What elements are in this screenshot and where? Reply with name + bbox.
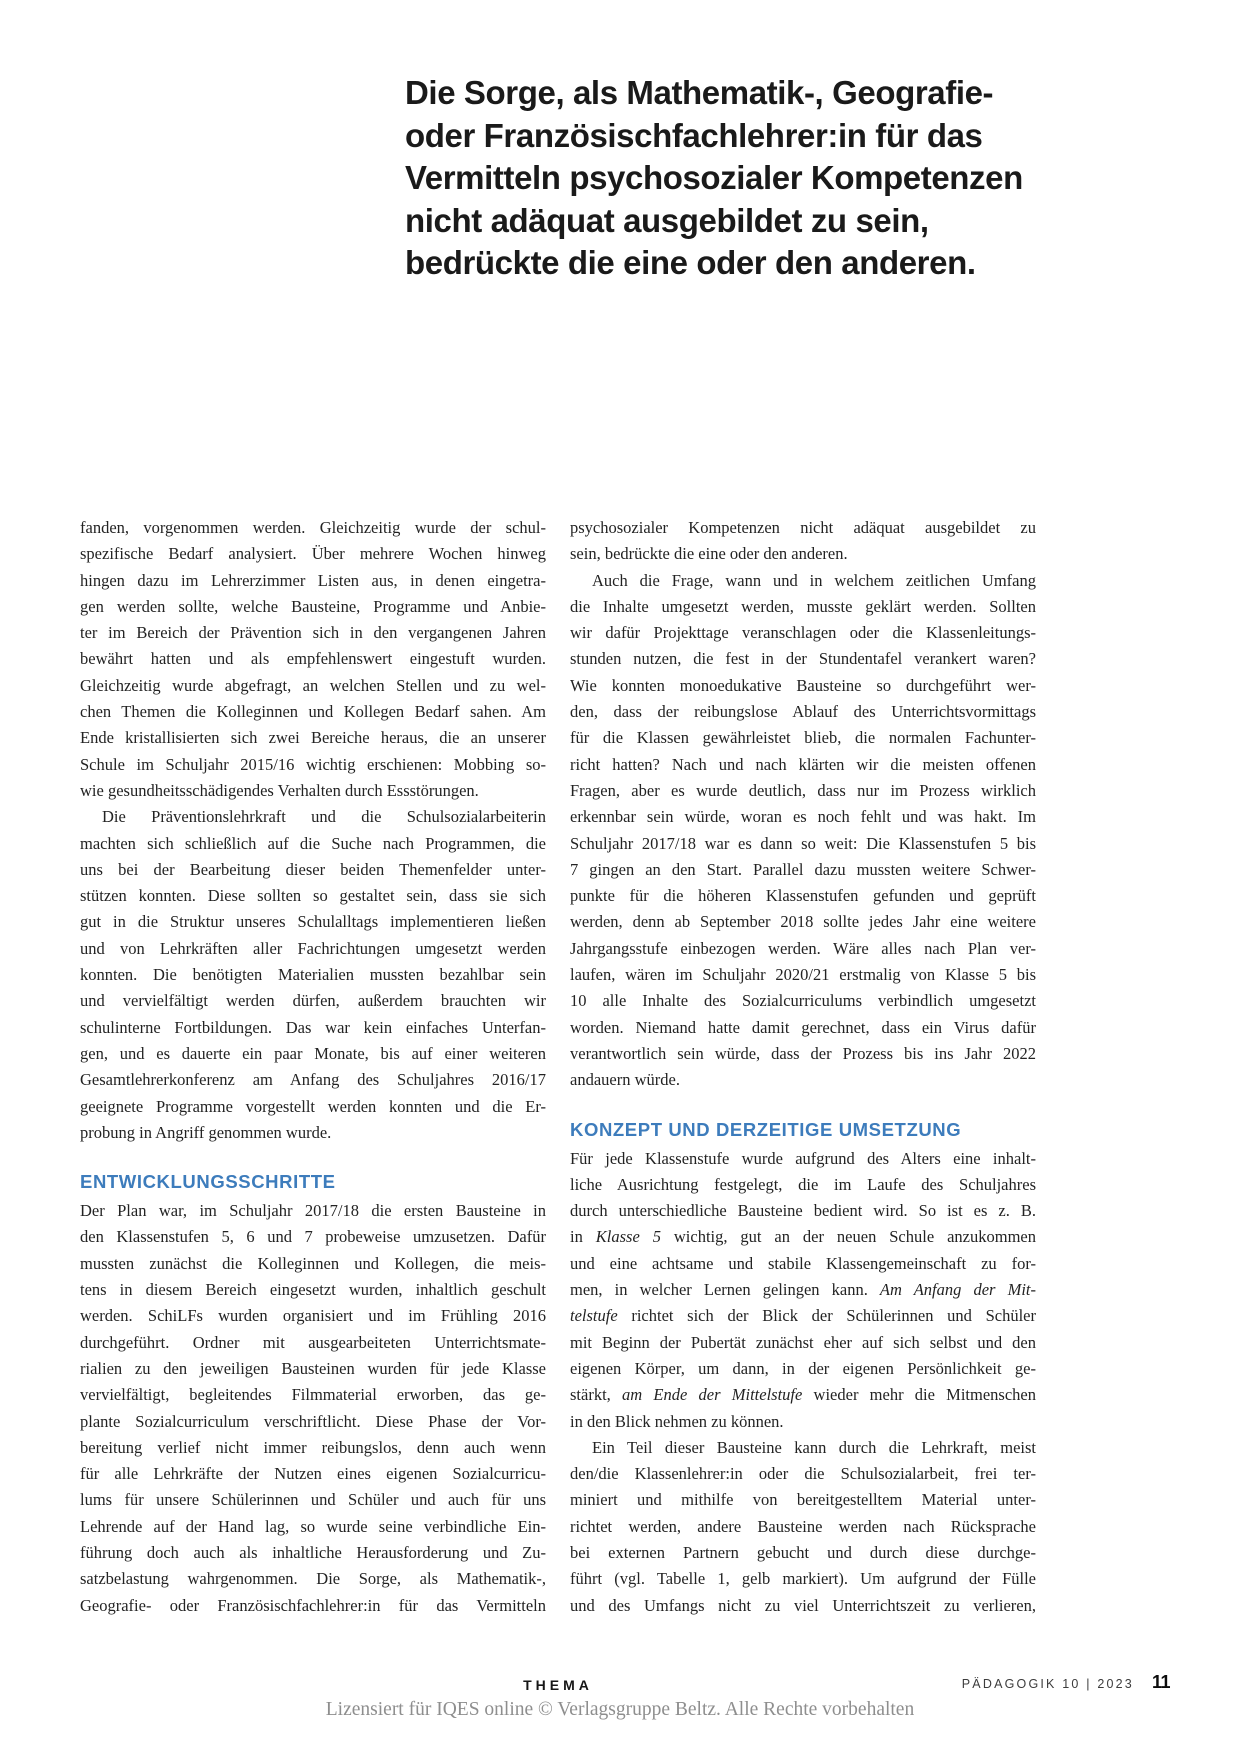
text-line: und des Umfangs nicht zu viel Unterrichtszeit zu verlieren,: [570, 1595, 1036, 1615]
text-line: telstufe richtet sich der Blick der Schülerinnen und Schüler: [570, 1306, 1036, 1326]
text-line: miniert und mithilfe von bereitgestelltem Material unter-: [570, 1490, 1036, 1510]
paragraph: [570, 1435, 1036, 1619]
paragraph: [80, 1198, 546, 1619]
text-line: stärkt, am Ende der Mittelstufe wieder mehr die Mitmenschen: [570, 1385, 1036, 1405]
text-line: Auch die Frage, wann und in welchem zeitlichen Umfang: [592, 570, 1036, 590]
text-line: wie gesundheitsschädigendes Verhalten durch Essstörungen.: [80, 780, 479, 800]
headline-line: oder Französischfachlehrer:in für das: [405, 116, 983, 154]
text-line: rialien zu den jeweiligen Bausteinen wurden für jede Klasse: [80, 1358, 546, 1378]
text-line: die Inhalte umgesetzt werden, musste geklärt werden. Sollten: [570, 596, 1036, 616]
text-line: men, in welcher Lernen gelingen kann. Am Anfang der Mit-: [570, 1280, 1036, 1300]
text-line: und vervielfältigt werden dürfen, außerdem brauchten wir: [80, 991, 546, 1011]
text-line: andauern würde.: [570, 1070, 680, 1090]
text-line: Der Plan war, im Schuljahr 2017/18 die ersten Bausteine in: [80, 1201, 546, 1221]
paragraph: [570, 515, 1036, 568]
text-line: bei externen Partnern gebucht und durch diese durchge-: [570, 1542, 1036, 1562]
text-line: Gesamtlehrerkonferenz am Anfang des Schuljahres 2016/17: [80, 1070, 546, 1090]
text-line: in den Blick nehmen zu können.: [570, 1411, 784, 1431]
text-line: für alle Lehrkräfte der Nutzen eines eigenen Sozialcurricu-: [80, 1464, 546, 1484]
text-line: Jahrgangsstufe einbezogen werden. Wäre alles nach Plan ver-: [570, 938, 1036, 958]
text-line: für die Klassen gewährleistet blieb, die normalen Fachunter-: [570, 728, 1036, 748]
text-line: Schule im Schuljahr 2015/16 wichtig erschienen: Mobbing so-: [80, 754, 546, 774]
article-body: [80, 515, 1036, 1619]
text-line: gen werden sollte, welche Bausteine, Programme und Anbie-: [80, 596, 546, 616]
text-line: machten sich schließlich auf die Suche nach Programmen, die: [80, 833, 546, 853]
footer-journal-info: [962, 1672, 1170, 1693]
text-line: sein, bedrückte die eine oder den anderen.: [570, 544, 848, 564]
text-line: den, dass der reibungslose Ablauf des Unterrichtsvormittags: [570, 702, 1036, 722]
text-line: bewährt hatten und als empfehlenswert eingestuft wurden.: [80, 649, 546, 669]
section-heading: ENTWICKLUNGSSCHRITTE: [80, 1171, 336, 1193]
text-line: hingen dazu im Lehrerzimmer Listen aus, in denen eingetra-: [80, 570, 546, 590]
text-line: Lehrende auf der Hand lag, so wurde seine verbindliche Ein-: [80, 1516, 546, 1536]
paragraph: [570, 1146, 1036, 1435]
text-line: Die Präventionslehrkraft und die Schulsozialarbeiterin: [102, 807, 546, 827]
text-line: probung in Angriff genommen wurde.: [80, 1122, 332, 1142]
headline-line: nicht adäquat ausgebildet zu sein,: [405, 201, 929, 239]
text-line: 7 gingen an den Start. Parallel dazu mussten weitere Schwer-: [570, 859, 1036, 879]
text-line: fanden, vorgenommen werden. Gleichzeitig wurde der schul-: [80, 518, 546, 537]
text-line: den/die Klassenlehrer:in oder die Schulsozialarbeit, frei ter-: [570, 1464, 1036, 1484]
paragraph: [80, 804, 546, 1146]
text-line: plante Sozialcurriculum verschriftlicht. Diese Phase der Vor-: [80, 1411, 546, 1431]
body-left-column: [80, 515, 546, 1619]
text-line: uns bei der Bearbeitung dieser beiden Themenfelder unter-: [80, 859, 546, 879]
text-line: vervielfältigt, begleitendes Filmmaterial erworben, das ge-: [80, 1385, 546, 1405]
text-line: lums für unsere Schülerinnen und Schüler und auch für uns: [80, 1490, 546, 1510]
text-line: und von Lehrkräften aller Fachrichtungen umgesetzt werden: [80, 938, 546, 958]
text-line: erkennbar sein würde, woran es noch fehlt und was hakt. Im: [570, 807, 1036, 827]
text-line: Fragen, aber es wurde deutlich, dass nur im Prozess wirklich: [570, 780, 1036, 800]
text-line: eigenen Körper, um dann, in der eigenen Persönlichkeit ge-: [570, 1358, 1036, 1378]
headline-line: Vermitteln psychosozialer Kompetenzen: [405, 159, 1023, 196]
page-number: 11: [1151, 1672, 1170, 1692]
text-line: wir dafür Projekttage veranschlagen oder die Klassenleitungs-: [570, 623, 1036, 643]
paragraph: [80, 515, 546, 804]
text-line: werden, denn ab September 2018 sollte jedes Jahr eine weitere: [570, 912, 1036, 932]
text-line: Ende kristallisierten sich zwei Bereiche heraus, die an unserer: [80, 728, 546, 748]
text-line: den Klassenstufen 5, 6 und 7 probeweise umzusetzen. Dafür: [80, 1227, 546, 1247]
text-line: und eine achtsame und stabile Klassengemeinschaft zu for-: [570, 1253, 1036, 1273]
text-line: Wie konnten monoedukative Bausteine so durchgeführt wer-: [570, 675, 1036, 695]
section-heading: KONZEPT UND DERZEITIGE UMSETZUNG: [570, 1118, 962, 1140]
text-line: führung doch auch als inhaltliche Herausforderung und Zu-: [80, 1542, 546, 1562]
text-line: schulinterne Fortbildungen. Das war kein einfaches Unterfan-: [80, 1017, 546, 1037]
text-line: Ein Teil dieser Bausteine kann durch die Lehrkraft, meist: [592, 1437, 1036, 1457]
article-headline: [405, 72, 1065, 285]
text-line: Geografie- oder Französischfachlehrer:in für das Vermitteln: [80, 1595, 546, 1615]
text-line: chen Themen die Kolleginnen und Kollegen Bedarf sahen. Am: [80, 702, 546, 722]
text-line: Schuljahr 2017/18 war es dann so weit: Die Klassenstufen 5 bis: [570, 833, 1036, 853]
text-line: liche Ausrichtung festgelegt, die im Laufe des Schuljahres: [570, 1174, 1036, 1194]
text-line: stützen konnten. Diese sollten so gestaltet sein, dass sie sich: [80, 886, 546, 906]
headline-line: bedrückte die eine oder den anderen.: [405, 244, 976, 281]
text-line: satzbelastung wahrgenommen. Die Sorge, als Mathematik-,: [80, 1569, 546, 1589]
headline-line: Die Sorge, als Mathematik-, Geografie-: [405, 74, 994, 111]
paragraph: [570, 568, 1036, 1094]
text-line: mussten zunächst die Kolleginnen und Kollegen, die meis-: [80, 1253, 546, 1273]
text-line: mit Beginn der Pubertät zunächst eher auf sich selbst und den: [570, 1332, 1036, 1352]
text-line: konnten. Die benötigten Materialien mussten bezahlbar sein: [80, 965, 546, 985]
text-line: ter im Bereich der Prävention sich in den vergangenen Jahren: [80, 623, 546, 643]
footer-section-label: THEMA: [523, 1677, 593, 1693]
text-line: richt hatten? Nach und nach klärten wir die meisten offenen: [570, 754, 1036, 774]
text-line: werden. SchiLFs wurden organisiert und im Frühling 2016: [80, 1306, 546, 1326]
text-line: führt (vgl. Tabelle 1, gelb markiert). Um aufgrund der Fülle: [570, 1569, 1036, 1589]
text-line: punkte für die höheren Klassenstufen gefunden und geprüft: [570, 886, 1036, 906]
text-line: gut in die Struktur unseres Schulalltags implementieren ließen: [80, 912, 546, 932]
text-line: geeignete Programme vorgestellt werden konnten und die Er-: [80, 1096, 546, 1116]
journal-name-issue: PÄDAGOGIK 10 | 2023: [961, 1677, 1134, 1691]
text-line: laufen, wären im Schuljahr 2020/21 erstmalig von Klasse 5 bis: [570, 965, 1036, 985]
text-line: worden. Niemand hatte damit gerechnet, dass ein Virus dafür: [570, 1017, 1036, 1037]
text-line: Gleichzeitig wurde abgefragt, an welchen Stellen und zu wel-: [80, 675, 546, 695]
text-line: tens in diesem Bereich eingesetzt wurden, inhaltlich geschult: [80, 1280, 546, 1300]
text-line: durchgeführt. Ordner mit ausgearbeiteten Unterrichtsmate-: [80, 1332, 546, 1352]
text-line: Für jede Klassenstufe wurde aufgrund des Alters eine inhalt-: [570, 1148, 1036, 1168]
text-line: in Klasse 5 wichtig, gut an der neuen Schule anzukommen: [570, 1227, 1036, 1247]
license-note: Lizensiert für IQES online © Verlagsgruppe Beltz. Alle Rechte vorbehalten: [325, 1699, 915, 1720]
text-line: stunden nutzen, die fest in der Stundentafel verankert waren?: [570, 649, 1036, 669]
text-line: gen, und es dauerte ein paar Monate, bis auf einer weiteren: [80, 1043, 546, 1063]
text-line: spezifische Bedarf analysiert. Über mehrere Wochen hinweg: [80, 544, 546, 564]
text-line: 10 alle Inhalte des Sozialcurriculums verbindlich umgesetzt: [570, 991, 1036, 1011]
text-line: verantwortlich sein würde, dass der Prozess bis ins Jahr 2022: [570, 1043, 1036, 1063]
text-line: durch unterschiedliche Bausteine bedient wird. So ist es z. B.: [570, 1201, 1036, 1221]
body-right-column: [570, 515, 1036, 1619]
text-line: bereitung verlief nicht immer reibungslos, denn auch wenn: [80, 1437, 546, 1457]
text-line: psychosozialer Kompetenzen nicht adäquat ausgebildet zu: [570, 518, 1036, 537]
text-line: richtet werden, andere Bausteine werden nach Rücksprache: [570, 1516, 1036, 1536]
